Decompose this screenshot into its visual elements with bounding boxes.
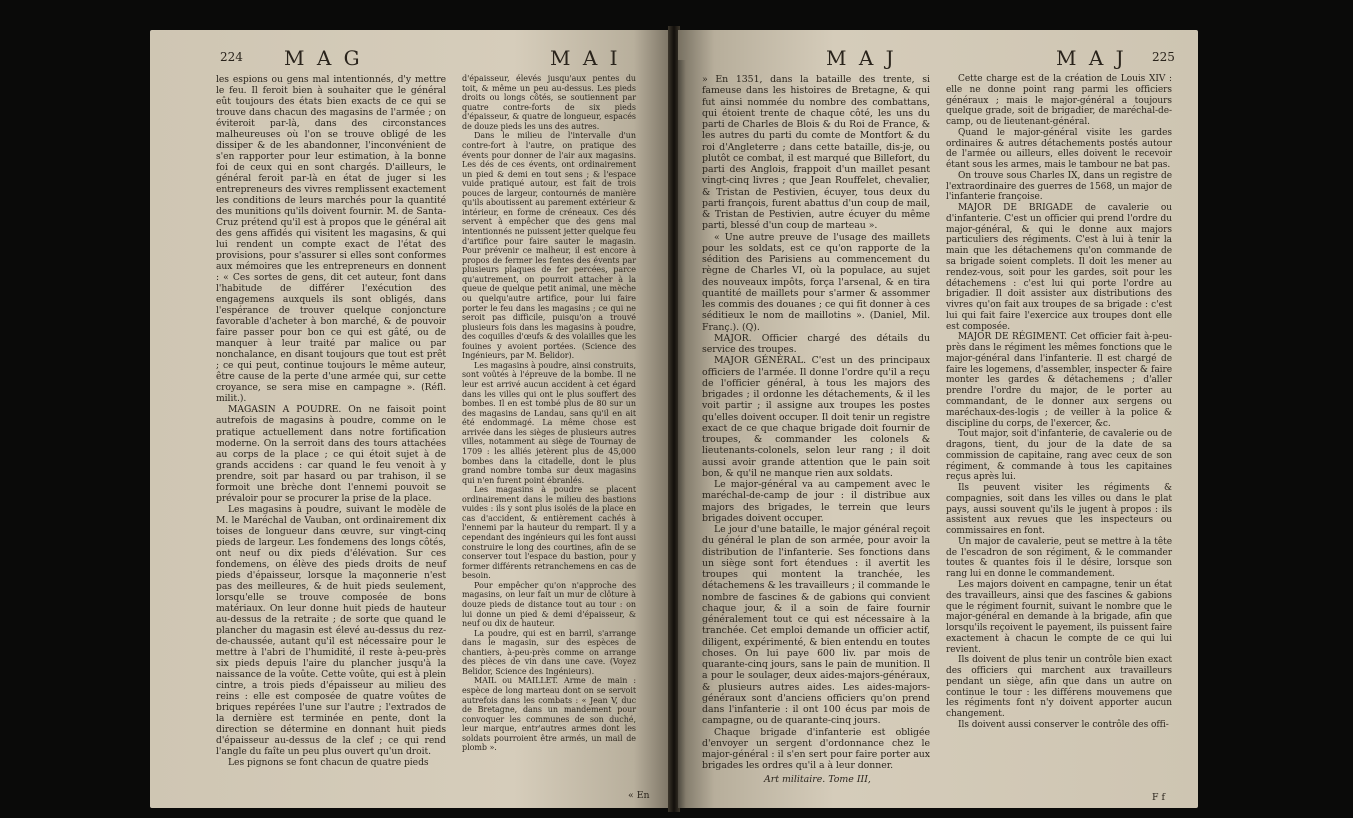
paragraph: Ils doivent aussi conserver le contrôle des offi- — [958, 719, 1169, 730]
paragraph: Les pignons se font chacun de quatre pieds — [228, 756, 429, 768]
paragraph: Le jour d'une bataille, le major général reçoit du général le plan de son armée, pour avoir la distribution de l'infanterie. Ses fonctions dans un siège sont fort étendues : il avertit les troupes qui montent la tranchée, les détachemens & les travailleurs ; il commande le nombre de fascines & de gabions qui convient chaque jour, & il a soin de faire fournir généralement tout ce qui est nécessaire à la tranchée. Cet emploi demande un officier actif, diligent, expérimenté, & bien entendu en toutes choses. On lui paye 600 liv. par mois de quarante-cinq jours, sans le pain de munition. Il a pour le soulager, deux aides-majors-généraux, & plusieurs autres aides. Les aides-majors-généraux sont d'anciens officiers qu'on prend dans l'infanterie : il ont 100 écus par mois de campagne, ou de quarante-cinq jours. — [702, 524, 930, 727]
paragraph: Les magasins à poudre, suivant le modèle de M. le Maréchal de Vauban, ont ordinairement dix toises de longueur dans œuvre, sur vingt-cinq pieds de largeur. Les fondemens des longs côtés, ont neuf ou dix pieds d'élévation. Sur ces fondemens, on élève des pieds droits de neuf pieds d'épaisseur, lorsque la maçonnerie n'est pas des meilleures, & de huit pieds seulement, lorsqu'elle se trouve composée de bons matériaux. On leur donne huit pieds de hauteur au-dessus de la retraite ; de sorte que quand le plancher du magasin est élevé au-dessus du rez-de-chaussée, autant qu'il est nécessaire pour le mettre à l'abri de l'humidité, il reste à-peu-près six pieds depuis l'aire du plancher jusqu'à la naissance de la voûte. Cette voûte, qui est à plein cintre, a trois pieds d'épaisseur au milieu des reins : elle est composée de quatre voûtes de briques repérées l'une sur l'autre ; l'extrados de la dernière est terminée en pente, dont la direction se détermine en donnant huit pieds d'épaisseur au-dessus de la clef ; ce qui rend l'angle du faîte un peu plus ouvert qu'un droit. — [216, 503, 446, 757]
gutter-shadow — [678, 60, 686, 808]
signature-line: Art militaire. Tome III, — [764, 774, 871, 785]
right-column-2 — [946, 74, 1172, 731]
right-page-number: 225 — [1152, 50, 1175, 64]
paragraph: Dans le milieu de l'intervalle d'un contre-fort à l'autre, on pratique des évents pour donner de l'air aux magasins. Les dés de ces évents, ont ordinairement un pied & demi en tout sens ; & l'espace vuide pratiqué autour, est fait de trois pouces de largeur, contournés de manière qu'ils aboutissent au parement extérieur & intérieur, en forme de créneaux. Ces dés servent à empêcher que des gens mal intentionnés ne puissent jetter quelque feu d'artifice pour faire sauter le magasin. Pour prévenir ce malheur, il est encore à propos de fermer les fentes des évents par plusieurs plaques de fer percées, parce qu'autrement, on pourroit attacher à la queue de quelque petit animal, une mèche ou quelqu'autre artifice, pour lui faire porter le feu dans les magasins ; ce qui ne seroit pas difficile, puisqu'on a trouvé plusieurs fois dans les magasins à poudre, des coquilles d'œufs & des volailles que les fouines y avoient portées. (Science des Ingénieurs, par M. Belidor). — [462, 131, 636, 361]
paragraph: Ils doivent de plus tenir un contrôle bien exact des officiers qui marchent aux travailleurs pendant un siège, afin que dans un autre on continue le tour : les différens mouvemens que les régiments font n'y doivent apporter aucun changement. — [946, 655, 1172, 720]
paragraph: Les magasins à poudre se placent ordinairement dans le milieu des bastions vuides : ils y sont plus isolés de la place en cas d'accident, & entièrement cachés à l'ennemi par la hauteur du rempart. Il y a cependant des ingénieurs qui les font aussi construire le long des courtines, afin de se conserver tout l'espace du bastion, pour y former différents retranchemens en cas de besoin. — [462, 485, 636, 581]
right-head-word-start: M A J — [826, 46, 897, 70]
paragraph: Cette charge est de la création de Louis XIV : elle ne donne point rang parmi les officiers généraux ; mais le major-général a toujours quelque grade, soit de brigadier, de maréchal-de-camp, ou de lieutenant-général. — [946, 74, 1172, 128]
paragraph: MAJOR DE RÉGIMENT. Cet officier fait à-peu-près dans le régiment les mêmes fonctions que le major-général dans l'infanterie. Il est chargé de faire les logemens, d'assembler, inspecter & faire monter les gardes & détachemens ; d'aller prendre l'ordre du major, de le porter au commandant, de le donner aux sergens ou maréchaux-des-logis ; de veiller à la police & discipline du corps, de l'exercer, &c. — [946, 332, 1172, 429]
paragraph: d'épaisseur, élevés jusqu'aux pentes du toit, & même un peu au-dessus. Les pieds droits ou longs côtés, se soutiennent par quatre contre-forts de six pieds d'épaisseur, & quatre de longueur, espacés de douze pieds les uns des autres. — [462, 74, 636, 131]
paragraph: La poudre, qui est en barril, s'arrange dans le magasin, sur des espèces de chantiers, à-peu-près comme on arrange des pièces de vin dans une cave. (Voyez Belidor, Science des Ingénieurs). — [462, 628, 636, 676]
left-catchword: « En — [628, 790, 650, 801]
paragraph: Tout major, soit d'infanterie, de cavalerie ou de dragons, tient, du jour de la date de sa commission de capitaine, rang avec ceux de son régiment, & commande à tous les capitaines reçus après lui. — [946, 429, 1172, 483]
paragraph: Les majors doivent en campagne, tenir un état des travailleurs, ainsi que des fascines & gabions que le régiment fournit, suivant le nombre que le major-général en demande à la brigade, afin que lorsqu'ils reçoivent le payement, ils puissent faire exactement à chacun le compte de ce qui lui revient. — [946, 579, 1172, 655]
paragraph: On trouve sous Charles IX, dans un registre de l'extraordinaire des guerres de 1568, un major de l'infanterie françoise. — [946, 170, 1172, 203]
right-running-head — [700, 46, 1180, 70]
signature-mark: F f — [1152, 792, 1165, 803]
paragraph: MAJOR. Officier chargé des détails du service des troupes. — [702, 332, 930, 355]
right-page — [678, 30, 1198, 808]
paragraph: » En 1351, dans la bataille des trente, si fameuse dans les histoires de Bretagne, & qui fut ainsi nommée du nombre des combattans, qui étoient trente de chaque côté, les uns du parti de Charles de Blois & du Roi de France, & les autres du parti du comte de Montfort & du roi d'Angleterre ; dans cette bataille, dis-je, ou plutôt ce combat, il est marqué que Billefort, du parti des Anglois, frappoit d'un maillet pesant vingt-cinq livres ; que Jean Rouffelet, chevalier, & Tristan de Pestivien, écuyer, tous deux du parti françois, furent abattus d'un coup de mail, & Tristan de Pestivien, autre écuyer du même parti, blessé d'un coup de marteau ». — [702, 74, 930, 232]
paragraph: Ils peuvent visiter les régiments & compagnies, soit dans les villes ou dans le plat pays, aussi souvent qu'ils le jugent à propos : ils assistent aux revues que les inspecteurs ou commissaires en font. — [946, 483, 1172, 537]
paragraph: Le major-général va au campement avec le maréchal-de-camp de jour : il distribue aux majors des brigades, le terrein que leurs brigades doivent occuper. — [702, 479, 930, 524]
paragraph: « Une autre preuve de l'usage des maillets pour les soldats, est ce qu'on rapporte de la sédition des Parisiens au commencement du règne de Charles VI, où la populace, au sujet des nouveaux impôts, força l'arsenal, & en tira quantité de maillets pour s'armer & assommer les commis des douanes ; ce qui fit donner à ces séditieux le nom de maillotins ». (Daniel, Mil. Franç.). (Q). — [702, 231, 930, 333]
paragraph: Un major de cavalerie, peut se mettre à la tête de l'escadron de son régiment, & le commander toutes & quantes fois il le désire, lorsque son rang lui en donne le commandement. — [946, 536, 1172, 580]
paragraph: MAGASIN A POUDRE. On ne faisoit point autrefois de magasins à poudre, comme on le pratique actuellement dans notre fortification moderne. On la serroit dans des tours attachées au corps de la place ; ce qui étoit sujet à de grands accidens : car quand le feu venoit à y prendre, soit par hasard ou par trahison, il se formoit une brèche dont l'ennemi pouvoit se prévaloir pour se procurer la prise de la place. — [216, 404, 446, 504]
paragraph: MAJOR DE BRIGADE de cavalerie ou d'infanterie. C'est un officier qui prend l'ordre du major-général, & qui le donne aux majors particuliers des régiments. C'est à lui à tenir la main que les détachemens qu'on commande de sa brigade soient complets. Il doit les mener au rendez-vous, soit pour les gardes, soit pour les détachemens : c'est lui qui porte l'ordre au brigadier. Il doit assister aux distributions des vivres qu'on fait aux troupes de sa brigade : c'est lui qui fait faire l'exercice aux troupes dont elle est composée. — [946, 203, 1172, 332]
right-head-word-end: M A J — [1056, 46, 1127, 70]
paragraph: les espions ou gens mal intentionnés, d'y mettre le feu. Il feroit bien à souhaiter que le général eût toujours des états bien exacts de ce qui se trouve dans chacun des magasins de l'armée ; on éviteroit par-là, dans des circonstances malheureuses où l'on se trouve obligé de les dissiper & de les abandonner, l'inconvénient de s'en rapporter pour leur estimation, à la bonne foi de ceux qui en sont chargés. D'ailleurs, le général feroit par-là en état de juger si les entrepreneurs des vivres remplissent exactement les conditions de leurs marchés pour la quantité des munitions qu'ils doivent fournir. M. de Santa-Cruz prétend qu'il est à propos que le général ait des gens affidés qui visitent les magasins, & qui lui rendent un compte exact de l'état des provisions, pour s'assurer si elles sont conformes aux mémoires que les entrepreneurs en donnent : « Ces sortes de gens, dit cet auteur, font dans l'habitude de différer l'exécution des engagemens auxquels ils sont obligés, dans l'espérance de trouver quelque conjoncture favorable d'acheter à bon marché, & de pouvoir faire passer pour bon ce qui est gâté, ou de manquer à leur traité par malice ou par nonchalance, en disant toujours que tout est prêt ; ce qui peut, continue toujours le même auteur, être cause de la perte d'une armée qui, sur cette croyance, se sera mise en campagne ». (Réfl. milit.). — [216, 74, 446, 405]
paragraph: Chaque brigade d'infanterie est obligée d'envoyer un sergent d'ordonnance chez le major-général : il s'en sert pour faire porter aux brigades les ordres qu'il a à leur donner. — [702, 726, 930, 772]
paragraph: MAJOR GÉNÉRAL. C'est un des principaux officiers de l'armée. Il donne l'ordre qu'il a reçu de l'officier général, à tous les majors des brigades ; il ordonne les détachements, & il les voit partir ; il assigne aux troupes les postes qu'elles doivent occuper. Il doit tenir un registre exact de ce que chaque brigade doit fournir de troupes, & commander les colonels & lieutenants-colonels, selon leur rang ; il doit aussi avoir grande attention que le pain soit bon, & qu'il ne manque rien aux soldats. — [702, 355, 930, 479]
paragraph: Pour empêcher qu'on n'approche des magasins, on leur fait un mur de clôture à douze pieds de distance tout au tour : on lui donne un pied & demi d'épaisseur, & neuf ou dix de hauteur. — [462, 580, 636, 629]
left-head-word-start: M A G — [284, 46, 363, 70]
left-page — [150, 30, 670, 808]
left-column-2 — [462, 74, 636, 753]
left-column-1 — [216, 74, 446, 768]
paragraph: MAIL ou MAILLET. Arme de main : espèce de long marteau dont on se servoit autrefois dans les combats : « Jean V, duc de Bretagne, dans un mandement pour convoquer les communes de son duché, leur marque, entr'autres armes dont les soldats pourroient être armés, un mail de plomb ». — [462, 676, 636, 753]
paragraph: Les magasins à poudre, ainsi construits, sont voûtés à l'épreuve de la bombe. Il ne leur est arrivé aucun accident à cet égard dans les villes qui ont le plus souffert des bombes. Il en est tombé plus de 80 sur un des magasins de Landau, sans qu'il en ait été endommagé. La même chose est arrivée dans les sièges de plusieurs autres villes, notamment au siège de Tournay de 1709 : les alliés jetèrent plus de 45,000 bombes dans la citadelle, dont le plus grand nombre tomba sur deux magasins qui n'en furent point ébranlés. — [462, 360, 636, 485]
left-running-head — [220, 46, 670, 70]
left-head-word-end: M A I — [550, 46, 621, 70]
paragraph: Quand le major-général visite les gardes ordinaires & autres détachements postés autour de l'armée ou ailleurs, elles doivent le recevoir étant sous les armes, mais le tambour ne bat pas. — [946, 127, 1172, 171]
right-column-1 — [702, 74, 930, 772]
left-page-number: 224 — [220, 50, 243, 64]
